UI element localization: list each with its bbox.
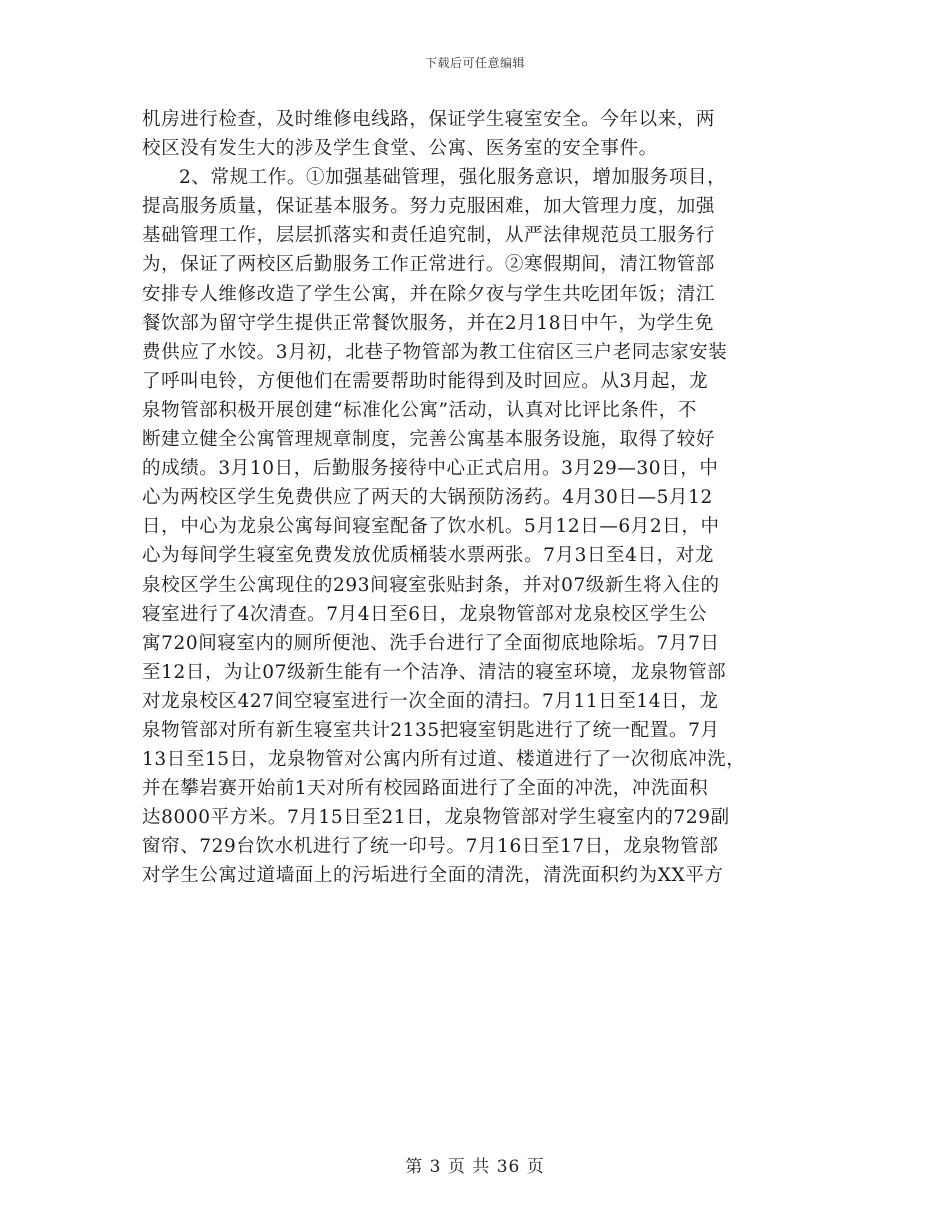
text-line: 并在攀岩赛开始前1天对所有校园路面进行了全面的冲洗，冲洗面积 bbox=[142, 778, 709, 800]
text-line: 对龙泉校区427间空寝室进行一次全面的清扫。7月11日至14日，龙 bbox=[142, 690, 719, 712]
paragraph-start-line: 2、常规工作。①加强基础管理，强化服务意识，增加服务项目， bbox=[179, 167, 727, 189]
text-line: 寝室进行了4次清查。7月4日至6日，龙泉物管部对龙泉校区学生公 bbox=[142, 603, 708, 625]
text-line: 窗帘、729台饮水机进行了统一印号。7月16日至17日，龙泉物管部 bbox=[142, 836, 719, 858]
text-line: 日，中心为龙泉公寓每间寝室配备了饮水机。5月12日—6月2日，中 bbox=[142, 516, 720, 538]
text-line: 断建立健全公寓管理规章制度，完善公寓基本服务设施，取得了较好 bbox=[142, 429, 716, 451]
text-line: 校区没有发生大的涉及学生食堂、公寓、医务室的安全事件。 bbox=[142, 138, 658, 160]
page-footer: 第 3 页 共 36 页 bbox=[405, 1157, 545, 1177]
page-header: 下载后可任意编辑 bbox=[424, 56, 525, 70]
text-line: 餐饮部为留守学生提供正常餐饮服务，并在2月18日中午，为学生免 bbox=[142, 312, 714, 334]
text-line: 为，保证了两校区后勤服务工作正常进行。②寒假期间，清江物管部 bbox=[142, 254, 716, 276]
text-line: 至12日，为让07级新生能有一个洁净、清洁的寝室环境，龙泉物管部 bbox=[142, 661, 727, 683]
text-line: 泉物管部积极开展创建“标准化公寓”活动，认真对比评比条件，不 bbox=[142, 399, 697, 421]
document-body bbox=[142, 105, 822, 891]
text-line: 泉校区学生公寓现住的293间寝室张贴封条，并对07级新生将入住的 bbox=[142, 574, 720, 596]
text-line: 机房进行检查，及时维修电线路，保证学生寝室安全。今年以来，两 bbox=[142, 109, 716, 130]
text-line: 对学生公寓过道墙面上的污垢进行全面的清洗，清洗面积约为XX平方 bbox=[142, 865, 724, 887]
text-line: 基础管理工作，层层抓落实和责任追究制，从严法律规范员工服务行 bbox=[142, 225, 716, 247]
text-line: 心为每间学生寝室免费发放优质桶装水票两张。7月3日至4日，对龙 bbox=[142, 545, 714, 567]
text-line: 心为两校区学生免费供应了两天的大锅预防汤药。4月30日—5月12 bbox=[142, 487, 713, 509]
text-line: 了呼叫电铃，方便他们在需要帮助时能得到及时回应。从3月起，龙 bbox=[142, 370, 709, 392]
text-line: 的成绩。3月10日，后勤服务接待中心正式启用。3月29—30日，中 bbox=[142, 458, 719, 480]
text-line: 提高服务质量，保证基本服务。努力克服困难，加大管理力度，加强 bbox=[142, 196, 716, 218]
text-line: 费供应了水饺。3月初，北巷子物管部为教工住宿区三户老同志家安装 bbox=[142, 341, 728, 363]
text-line: 达8000平方米。7月15日至21日，龙泉物管部对学生寝室内的729副 bbox=[142, 807, 730, 829]
text-line: 寓720间寝室内的厕所便池、洗手台进行了全面彻底地除垢。7月7日 bbox=[142, 632, 720, 654]
text-line: 泉物管部对所有新生寝室共计2135把寝室钥匙进行了统一配置。7月 bbox=[142, 719, 720, 741]
text-line: 安排专人维修改造了学生公寓，并在除夕夜与学生共吃团年饭；清江 bbox=[142, 283, 716, 305]
text-line: 13日至15日，龙泉物管对公寓内所有过道、楼道进行了一次彻底冲洗， bbox=[142, 749, 746, 771]
